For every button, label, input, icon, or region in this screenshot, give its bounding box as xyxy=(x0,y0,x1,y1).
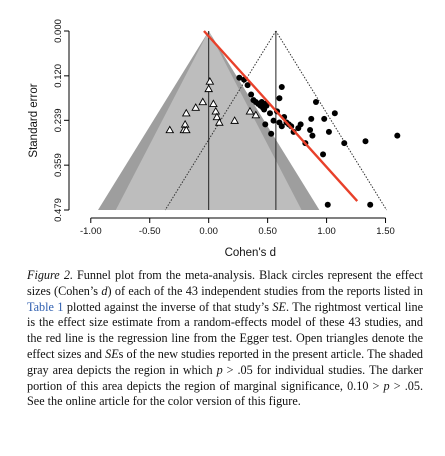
study-point xyxy=(320,151,326,157)
study-point xyxy=(279,84,285,90)
study-point xyxy=(313,99,319,105)
caption-symbol-d: d xyxy=(101,283,108,298)
study-point xyxy=(332,110,338,116)
caption-text-5: s of the new studies reported in the present article. The shaded gray area depicts the region in which xyxy=(27,346,423,377)
study-point xyxy=(271,118,277,124)
study-point xyxy=(394,133,400,139)
figure-label: Figure 2. xyxy=(27,268,73,282)
y-tick-label: 0.120 xyxy=(53,63,64,88)
figure-caption xyxy=(27,268,423,410)
x-tick-label: 1.00 xyxy=(317,226,336,237)
y-tick-label: 0.479 xyxy=(53,198,64,222)
study-point xyxy=(248,92,254,98)
study-point xyxy=(276,95,282,101)
study-point xyxy=(309,133,315,139)
study-point xyxy=(307,127,313,133)
study-point xyxy=(262,121,268,127)
x-tick-label: -0.50 xyxy=(138,226,161,237)
x-tick-label: 0.00 xyxy=(199,226,218,237)
study-point xyxy=(308,116,314,122)
x-tick-label: 1.50 xyxy=(376,226,395,237)
caption-symbol-p2: p xyxy=(383,378,390,393)
table-1-link[interactable]: Table 1 xyxy=(27,299,64,314)
x-axis-title: Cohen's d xyxy=(224,247,277,259)
y-tick-label: 0.239 xyxy=(53,108,64,133)
y-tick-label: 0.359 xyxy=(53,153,64,178)
caption-text-2: ) of each of the 43 independent studies from the reports listed in xyxy=(107,283,423,298)
x-tick-label: -1.00 xyxy=(79,226,102,237)
caption-symbol-p1: p xyxy=(216,362,223,377)
study-point xyxy=(298,121,304,127)
study-point xyxy=(326,129,332,135)
caption-text-4: . The rightmost vertical line is the effect size estimate from a random-effects model of these 43 studies, and the red line is the regression line from the Egger test. Open triangles denote the effect sizes and xyxy=(27,299,424,361)
study-point xyxy=(321,116,327,122)
study-point xyxy=(362,138,368,144)
study-point xyxy=(267,110,273,116)
y-tick-label: 0.000 xyxy=(53,19,64,43)
x-tick-label: 0.50 xyxy=(258,226,277,237)
plot-area xyxy=(98,31,400,210)
caption-text-6: > .05 for individual studies. The darker portion of this area depicts the region of marginal significance, 0.10 > xyxy=(27,362,423,393)
caption-text-7: > .05. See the online article for the color version of this figure. xyxy=(27,378,423,409)
y-axis-title: Standard error xyxy=(28,83,40,158)
study-point xyxy=(268,131,274,137)
study-point xyxy=(325,202,331,208)
study-point xyxy=(367,202,373,208)
caption-text-1: Funnel plot from the meta-analysis. Black circles represent the effect sizes (Cohen’s xyxy=(27,268,423,298)
caption-symbol-ses: SE xyxy=(105,346,119,361)
caption-text-3: plotted against the inverse of that study’s xyxy=(63,299,273,314)
study-point xyxy=(279,123,285,129)
caption-symbol-se: SE xyxy=(272,299,286,314)
study-point xyxy=(341,140,347,146)
